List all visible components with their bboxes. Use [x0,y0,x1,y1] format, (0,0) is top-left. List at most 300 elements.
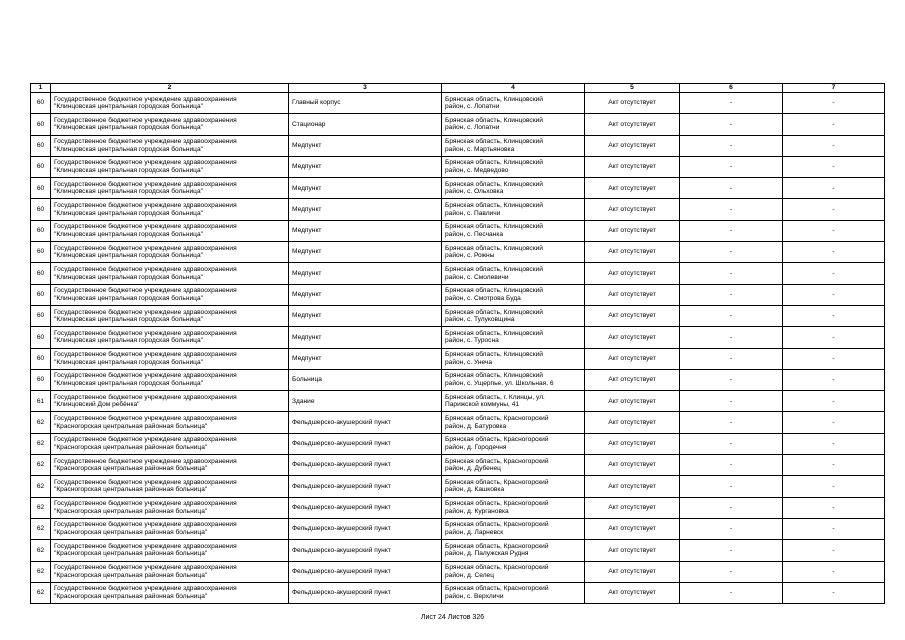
act-cell: Акт отсутствует [585,178,680,199]
address-cell [442,199,585,220]
address-line-2: район, с. Павличи [445,209,501,217]
organization-line-1: Государственное бюджетное учреждение здравоохранения [54,478,237,486]
building-cell: Медпункт [289,242,442,263]
col7-cell: - [783,178,885,199]
address-cell [442,178,585,199]
row-number-cell: 60 [31,135,51,156]
table-row [31,284,885,305]
col7-cell: - [783,497,885,518]
table-row [31,582,885,603]
address-line-2: район, с. Верхличи [445,592,504,600]
organization-line-2: "Клинцовская центральная городская больница" [54,294,203,302]
address-line-1: Брянская область, Клинцовский [445,223,543,231]
address-cell [442,305,585,326]
col7-cell: - [783,369,885,390]
address-line-2: район, с. Мартьяновка [445,145,515,153]
organization-line-1: Государственное бюджетное учреждение здравоохранения [54,329,237,337]
row-number-cell: 62 [31,561,51,582]
col7-cell: - [783,199,885,220]
address-line-2: район, с. Туросна [445,337,499,345]
organization-line-1: Государственное бюджетное учреждение здравоохранения [54,393,237,401]
address-cell [442,114,585,135]
address-line-1: Брянская область, Клинцовский [445,95,543,103]
address-line-2: район, д. Палужская Рудня [445,550,529,558]
organization-line-2: "Красногорская центральная районная больница" [54,507,208,515]
building-cell: Здание [289,391,442,412]
row-number-cell: 60 [31,284,51,305]
table-row [31,178,885,199]
organization-line-2: "Красногорская центральная районная больница" [54,550,208,558]
organization-cell [51,284,289,305]
table-header [31,84,885,93]
building-cell: Медпункт [289,305,442,326]
organization-line-2: "Красногорская центральная районная больница" [54,465,208,473]
building-cell: Фельдшерско-акушерский пункт [289,518,442,539]
col7-cell: - [783,220,885,241]
organization-line-1: Государственное бюджетное учреждение здравоохранения [54,542,237,550]
address-line-1: Брянская область, Красногорский [445,478,549,486]
address-cell [442,369,585,390]
organization-line-1: Государственное бюджетное учреждение здравоохранения [54,436,237,444]
organization-line-2: "Красногорская центральная районная больница" [54,443,208,451]
building-cell: Медпункт [289,348,442,369]
page-counter: Лист 24 Листов 326 [420,614,485,621]
act-cell: Акт отсутствует [585,455,680,476]
col6-cell: - [680,284,783,305]
building-cell: Медпункт [289,284,442,305]
organization-line-2: "Клинцовская центральная городская больница" [54,358,203,366]
building-cell: Фельдшерско-акушерский пункт [289,582,442,603]
table-row [31,412,885,433]
table-row [31,540,885,561]
col6-cell: - [680,114,783,135]
act-cell: Акт отсутствует [585,369,680,390]
organization-cell [51,348,289,369]
act-cell: Акт отсутствует [585,540,680,561]
address-line-2: район, с. Ольховка [445,188,504,196]
row-number-cell: 62 [31,433,51,454]
address-line-2: район, д. Кургановка [445,507,509,515]
organization-line-2: "Клинцовская центральная городская больница" [54,167,203,175]
address-line-1: Брянская область, Клинцовский [445,180,543,188]
row-number-cell: 62 [31,582,51,603]
address-line-1: Брянская область, Красногорский [445,415,549,422]
table-row [31,242,885,263]
building-cell: Стационар [289,114,442,135]
row-number-cell: 60 [31,369,51,390]
organization-cell [51,305,289,326]
col7-cell: - [783,348,885,369]
act-cell: Акт отсутствует [585,284,680,305]
address-line-2: район, с. Унеча [445,358,493,366]
organization-cell [51,327,289,348]
organization-line-1: Государственное бюджетное учреждение здравоохранения [54,585,237,593]
row-number-cell: 62 [31,455,51,476]
address-line-1: Брянская область, Клинцовский [445,202,543,210]
address-line-1: Брянская область, Красногорский [445,500,549,508]
row-number-cell: 60 [31,242,51,263]
col7-cell: - [783,476,885,497]
address-line-1: Брянская область, Клинцовский [445,329,543,337]
organization-line-2: "Клинцовский Дом ребёнка" [54,401,140,409]
address-line-1: Брянская область, Клинцовский [445,308,543,316]
organization-line-1: Государственное бюджетное учреждение здравоохранения [54,564,237,572]
row-number-cell: 62 [31,540,51,561]
organization-line-2: "Красногорская центральная районная больница" [54,486,208,494]
col7-cell: - [783,156,885,177]
address-line-2: район, с. Тулуковщина [445,316,515,324]
organization-line-2: "Красногорская центральная районная больница" [54,592,208,600]
row-number-cell: 60 [31,114,51,135]
organization-line-1: Государственное бюджетное учреждение здравоохранения [54,415,237,422]
table-row [31,518,885,539]
col6-cell: - [680,391,783,412]
address-line-1: Брянская область, Красногорский [445,542,549,550]
col7-cell: - [783,433,885,454]
organization-line-2: "Клинцовская центральная городская больница" [54,252,203,260]
act-cell: Акт отсутствует [585,561,680,582]
organization-line-1: Государственное бюджетное учреждение здравоохранения [54,521,237,529]
table-row [31,199,885,220]
address-cell [442,582,585,603]
organization-cell [51,476,289,497]
organization-line-1: Государственное бюджетное учреждение здравоохранения [54,351,237,359]
row-number-cell: 60 [31,199,51,220]
address-line-1: Брянская область, Красногорский [445,457,549,465]
col6-cell: - [680,178,783,199]
address-line-2: район, с. Медведово [445,167,509,175]
col7-cell: - [783,93,885,114]
organization-cell [51,178,289,199]
building-cell: Фельдшерско-акушерский пункт [289,540,442,561]
organization-line-2: "Клинцовская центральная городская больница" [54,273,203,281]
building-cell: Медпункт [289,220,442,241]
organization-cell [51,135,289,156]
address-cell [442,391,585,412]
col6-cell: - [680,135,783,156]
header-col-2: 2 [51,84,289,93]
building-cell: Фельдшерско-акушерский пункт [289,455,442,476]
address-line-1: Брянская область, Клинцовский [445,138,543,146]
col7-cell: - [783,284,885,305]
col7-cell: - [783,114,885,135]
address-line-2: район, д. Батуровка [445,422,507,430]
act-cell: Акт отсутствует [585,263,680,284]
building-cell: Медпункт [289,263,442,284]
col6-cell: - [680,433,783,454]
organization-cell [51,114,289,135]
organization-cell [51,242,289,263]
col6-cell: - [680,156,783,177]
address-cell [442,327,585,348]
address-cell [442,561,585,582]
act-cell: Акт отсутствует [585,305,680,326]
address-line-2: район, с. Ущерпье, ул. Школьная, 6 [445,380,554,387]
building-cell: Медпункт [289,178,442,199]
address-line-2: район, д. Городечня [445,443,507,451]
address-line-1: Брянская область, Клинцовский [445,116,543,124]
address-cell [442,540,585,561]
building-cell: Медпункт [289,327,442,348]
address-cell [442,135,585,156]
organization-cell [51,369,289,390]
col6-cell: - [680,369,783,390]
address-line-1: Брянская область, Клинцовский [445,159,543,167]
col7-cell: - [783,455,885,476]
building-cell: Медпункт [289,135,442,156]
registry-table [30,83,885,604]
row-number-cell: 60 [31,348,51,369]
address-cell [442,156,585,177]
row-number-cell: 60 [31,305,51,326]
address-line-2: район, с. Лопатни [445,124,500,132]
building-cell: Фельдшерско-акушерский пункт [289,433,442,454]
col6-cell: - [680,561,783,582]
organization-cell [51,412,289,433]
col6-cell: - [680,497,783,518]
address-line-2: район, с. Лопатни [445,103,500,111]
address-cell [442,348,585,369]
col7-cell: - [783,412,885,433]
table-row [31,93,885,114]
address-line-1: Брянская область, Красногорский [445,564,549,572]
act-cell: Акт отсутствует [585,391,680,412]
col6-cell: - [680,455,783,476]
building-cell: Фельдшерско-акушерский пункт [289,497,442,518]
address-line-1: Брянская область, Клинцовский [445,265,543,273]
table-row [31,114,885,135]
col7-cell: - [783,561,885,582]
building-cell: Медпункт [289,199,442,220]
col7-cell: - [783,327,885,348]
organization-cell [51,156,289,177]
organization-line-1: Государственное бюджетное учреждение здравоохранения [54,308,237,316]
address-line-1: Брянская область, Красногорский [445,585,549,593]
organization-line-2: "Красногорская центральная районная больница" [54,529,208,537]
organization-cell [51,518,289,539]
row-number-cell: 62 [31,497,51,518]
address-line-1: Брянская область, Клинцовский [445,287,543,295]
organization-line-1: Государственное бюджетное учреждение здравоохранения [54,223,237,231]
row-number-cell: 62 [31,476,51,497]
address-cell [442,433,585,454]
table-row [31,348,885,369]
col7-cell: - [783,263,885,284]
organization-line-1: Государственное бюджетное учреждение здравоохранения [54,244,237,252]
organization-line-2: "Клинцовская центральная городская больница" [54,230,203,238]
address-line-1: Брянская область, Клинцовский [445,372,543,380]
col7-cell: - [783,242,885,263]
row-number-cell: 60 [31,327,51,348]
col6-cell: - [680,220,783,241]
organization-line-2: "Клинцовская центральная городская больница" [54,316,203,324]
col6-cell: - [680,540,783,561]
col6-cell: - [680,242,783,263]
address-cell [442,497,585,518]
act-cell: Акт отсутствует [585,412,680,433]
address-line-2: район, с. Рожны [445,252,495,260]
table-row [31,156,885,177]
organization-line-1: Государственное бюджетное учреждение здравоохранения [54,457,237,465]
organization-cell [51,93,289,114]
address-cell [442,263,585,284]
col6-cell: - [680,476,783,497]
building-cell: Медпункт [289,156,442,177]
address-cell [442,242,585,263]
table-row [31,561,885,582]
address-line-2: район, с. Песчанка [445,230,504,238]
organization-cell [51,263,289,284]
address-cell [442,220,585,241]
act-cell: Акт отсутствует [585,327,680,348]
organization-line-2: "Клинцовская центральная городская больница" [54,188,203,196]
header-col-6: 6 [680,84,783,93]
col6-cell: - [680,412,783,433]
address-cell [442,455,585,476]
table-row [31,263,885,284]
building-cell: Главный корпус [289,93,442,114]
act-cell: Акт отсутствует [585,114,680,135]
col7-cell: - [783,540,885,561]
organization-line-2: "Клинцовская центральная городская больница" [54,103,203,111]
organization-line-1: Государственное бюджетное учреждение здравоохранения [54,159,237,167]
address-line-1: Брянская область, Клинцовский [445,244,543,252]
address-cell [442,518,585,539]
address-cell [442,93,585,114]
organization-cell [51,391,289,412]
act-cell: Акт отсутствует [585,518,680,539]
table-row [31,327,885,348]
building-cell: Больница [289,369,442,390]
organization-cell [51,561,289,582]
address-line-2: район, с. Смотрова Буда [445,294,521,302]
organization-cell [51,220,289,241]
row-number-cell: 60 [31,220,51,241]
act-cell: Акт отсутствует [585,220,680,241]
organization-line-2: "Клинцовская центральная городская больница" [54,337,203,345]
address-line-2: район, д. Ларневск [445,529,504,537]
col6-cell: - [680,518,783,539]
organization-line-1: Государственное бюджетное учреждение здравоохранения [54,180,237,188]
organization-cell [51,433,289,454]
building-cell: Фельдшерско-акушерский пункт [289,476,442,497]
organization-line-1: Государственное бюджетное учреждение здравоохранения [54,138,237,146]
address-cell [442,412,585,433]
address-line-2: район, с. Смолевичи [445,273,509,281]
row-number-cell: 60 [31,156,51,177]
address-cell [442,476,585,497]
table-row [31,391,885,412]
header-col-7: 7 [783,84,885,93]
organization-line-1: Государственное бюджетное учреждение здравоохранения [54,265,237,273]
address-line-2: район, д. Кашковка [445,486,505,494]
table-body [31,93,885,604]
table-row [31,433,885,454]
col7-cell: - [783,305,885,326]
act-cell: Акт отсутствует [585,93,680,114]
organization-line-1: Государственное бюджетное учреждение здравоохранения [54,95,237,103]
organization-line-2: "Красногорская центральная районная больница" [54,571,208,579]
address-line-1: Брянская область, Красногорский [445,436,549,444]
col6-cell: - [680,348,783,369]
building-cell: Фельдшерско-акушерский пункт [289,561,442,582]
header-row [31,84,885,93]
row-number-cell: 60 [31,263,51,284]
table-row [31,135,885,156]
table-row [31,220,885,241]
organization-line-1: Государственное бюджетное учреждение здравоохранения [54,500,237,508]
organization-cell [51,497,289,518]
act-cell: Акт отсутствует [585,476,680,497]
organization-line-2: "Клинцовская центральная городская больница" [54,380,203,387]
table-row [31,369,885,390]
organization-line-2: "Красногорская центральная районная больница" [54,422,208,430]
address-line-1: Брянская область, Красногорский [445,521,549,529]
table-row [31,476,885,497]
address-line-2: район, д. Дубенец [445,465,501,473]
header-col-5: 5 [585,84,680,93]
organization-line-1: Государственное бюджетное учреждение здравоохранения [54,372,237,380]
col7-cell: - [783,582,885,603]
table-row [31,497,885,518]
row-number-cell: 62 [31,518,51,539]
organization-cell [51,455,289,476]
organization-line-2: "Клинцовская центральная городская больница" [54,209,203,217]
col6-cell: - [680,263,783,284]
header-col-1: 1 [31,84,51,93]
col6-cell: - [680,199,783,220]
organization-line-1: Государственное бюджетное учреждение здравоохранения [54,116,237,124]
building-cell: Фельдшерско-акушерский пункт [289,412,442,433]
act-cell: Акт отсутствует [585,433,680,454]
act-cell: Акт отсутствует [585,135,680,156]
address-cell [442,284,585,305]
organization-cell [51,582,289,603]
act-cell: Акт отсутствует [585,348,680,369]
col6-cell: - [680,327,783,348]
organization-line-2: "Клинцовская центральная городская больница" [54,124,203,132]
organization-cell [51,199,289,220]
act-cell: Акт отсутствует [585,199,680,220]
col6-cell: - [680,305,783,326]
address-line-1: Брянская область, г. Клинцы, ул. [445,393,545,401]
col7-cell: - [783,518,885,539]
col7-cell: - [783,135,885,156]
act-cell: Акт отсутствует [585,497,680,518]
col6-cell: - [680,93,783,114]
organization-cell [51,540,289,561]
organization-line-1: Государственное бюджетное учреждение здравоохранения [54,287,237,295]
act-cell: Акт отсутствует [585,156,680,177]
table-row [31,305,885,326]
col6-cell: - [680,582,783,603]
col7-cell: - [783,391,885,412]
row-number-cell: 62 [31,412,51,433]
row-number-cell: 60 [31,178,51,199]
address-line-2: Парижской коммуны, 41 [445,401,520,409]
address-line-1: Брянская область, Клинцовский [445,351,543,359]
organization-line-2: "Клинцовская центральная городская больница" [54,145,203,153]
address-line-2: район, д. Селец [445,571,495,579]
header-col-3: 3 [289,84,442,93]
act-cell: Акт отсутствует [585,242,680,263]
row-number-cell: 61 [31,391,51,412]
header-col-4: 4 [442,84,585,93]
table-row [31,455,885,476]
row-number-cell: 60 [31,93,51,114]
organization-line-1: Государственное бюджетное учреждение здравоохранения [54,202,237,210]
act-cell: Акт отсутствует [585,582,680,603]
